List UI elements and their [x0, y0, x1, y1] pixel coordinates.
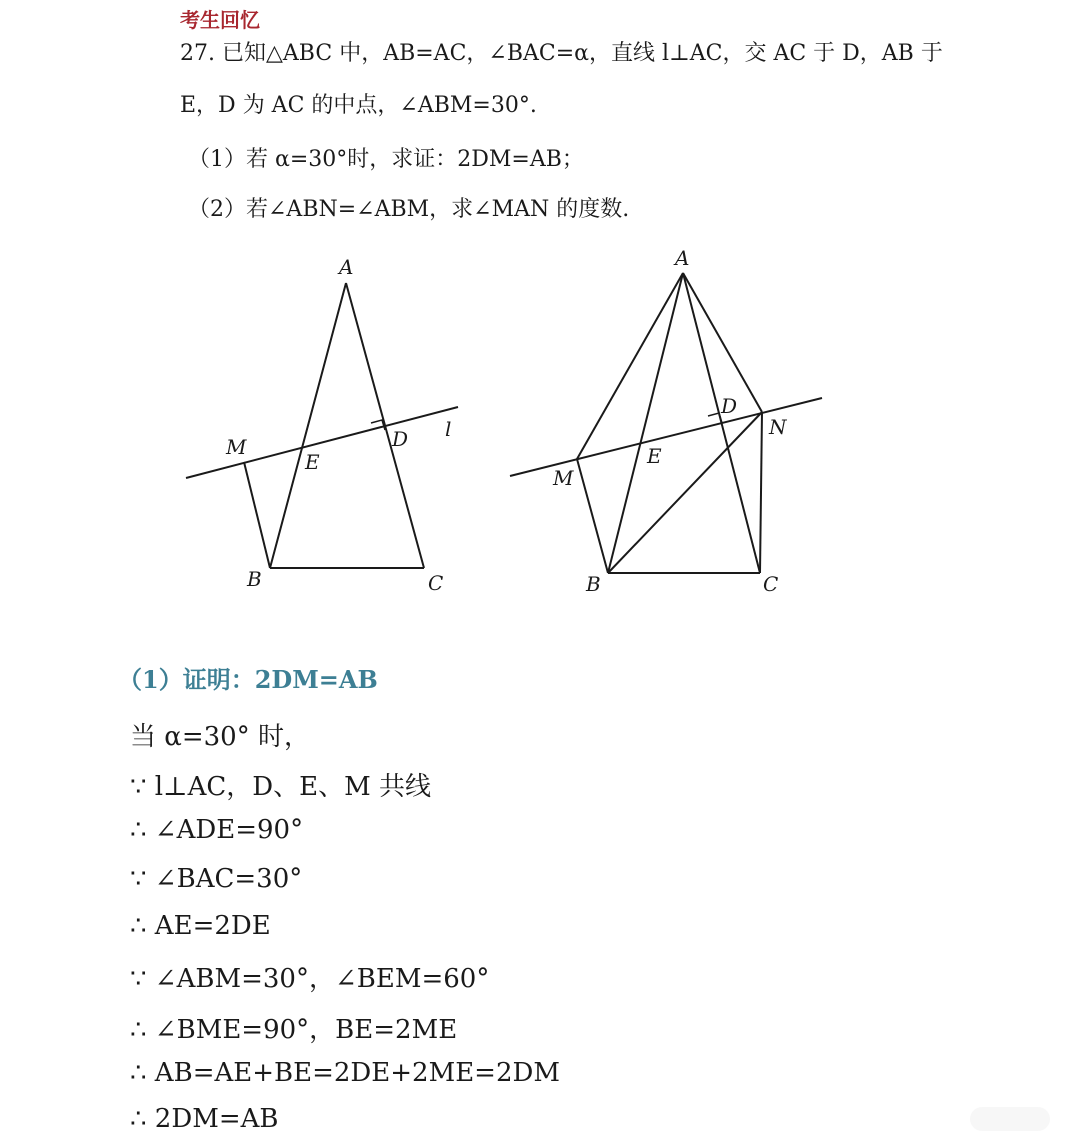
solution-step: ∴ ∠ADE=90°	[130, 815, 304, 845]
fig2-segment-nc	[760, 412, 762, 573]
figure-1	[186, 283, 458, 568]
fig2-segment-mb	[577, 459, 608, 573]
fig2-label-e: E	[647, 444, 662, 468]
problem-line-2: E，D 为 AC 的中点，∠ABM=30°.	[180, 93, 537, 118]
fig2-label-d: D	[721, 394, 738, 418]
fig1-label-e: E	[305, 450, 320, 474]
fig2-label-a: A	[675, 246, 690, 270]
problem-part-1: （1）若 α=30°时，求证：2DM=AB；	[188, 147, 584, 172]
fig2-label-c: C	[763, 572, 779, 596]
fig1-label-c: C	[428, 571, 444, 595]
solution-step: ∴ 2DM=AB	[130, 1104, 279, 1134]
fig1-label-b: B	[247, 567, 262, 591]
solution-step: ∵ ∠ABM=30°，∠BEM=60°	[130, 964, 490, 994]
fig1-segment-ab	[270, 283, 346, 568]
fig1-label-m: M	[226, 435, 247, 459]
problem-line-1: 27. 已知△ABC 中，AB=AC，∠BAC=α，直线 l⊥AC，交 AC 于 D，AB 于	[180, 41, 943, 66]
fig2-segment-am	[577, 273, 683, 459]
fig2-label-b: B	[586, 572, 601, 596]
solution-step: ∴ AB=AE+BE=2DE+2ME=2DM	[130, 1058, 560, 1088]
solution-step: 当 α=30° 时，	[130, 722, 310, 752]
fig2-right-angle-mark	[708, 413, 722, 423]
solution-heading: （1）证明：2DM=AB	[118, 665, 378, 694]
solution-step: ∵ l⊥AC，D、E、M 共线	[130, 772, 431, 802]
fig2-segment-an	[683, 273, 762, 412]
source-tag: 考生回忆	[180, 8, 260, 32]
solution-step: ∵ ∠BAC=30°	[130, 864, 303, 894]
fig1-segment-mb	[244, 462, 270, 568]
fig1-label-a: A	[339, 255, 354, 279]
fig2-label-n: N	[769, 415, 787, 439]
fig2-label-m: M	[553, 466, 574, 490]
watermark-blur	[970, 1107, 1050, 1131]
fig1-label-d: D	[392, 427, 409, 451]
solution-step: ∴ ∠BME=90°，BE=2ME	[130, 1015, 458, 1045]
fig2-segment-ab	[608, 273, 683, 573]
problem-part-2: （2）若∠ABN=∠ABM，求∠MAN 的度数.	[188, 197, 630, 222]
fig1-label-l: l	[445, 417, 452, 441]
solution-step: ∴ AE=2DE	[130, 911, 271, 941]
